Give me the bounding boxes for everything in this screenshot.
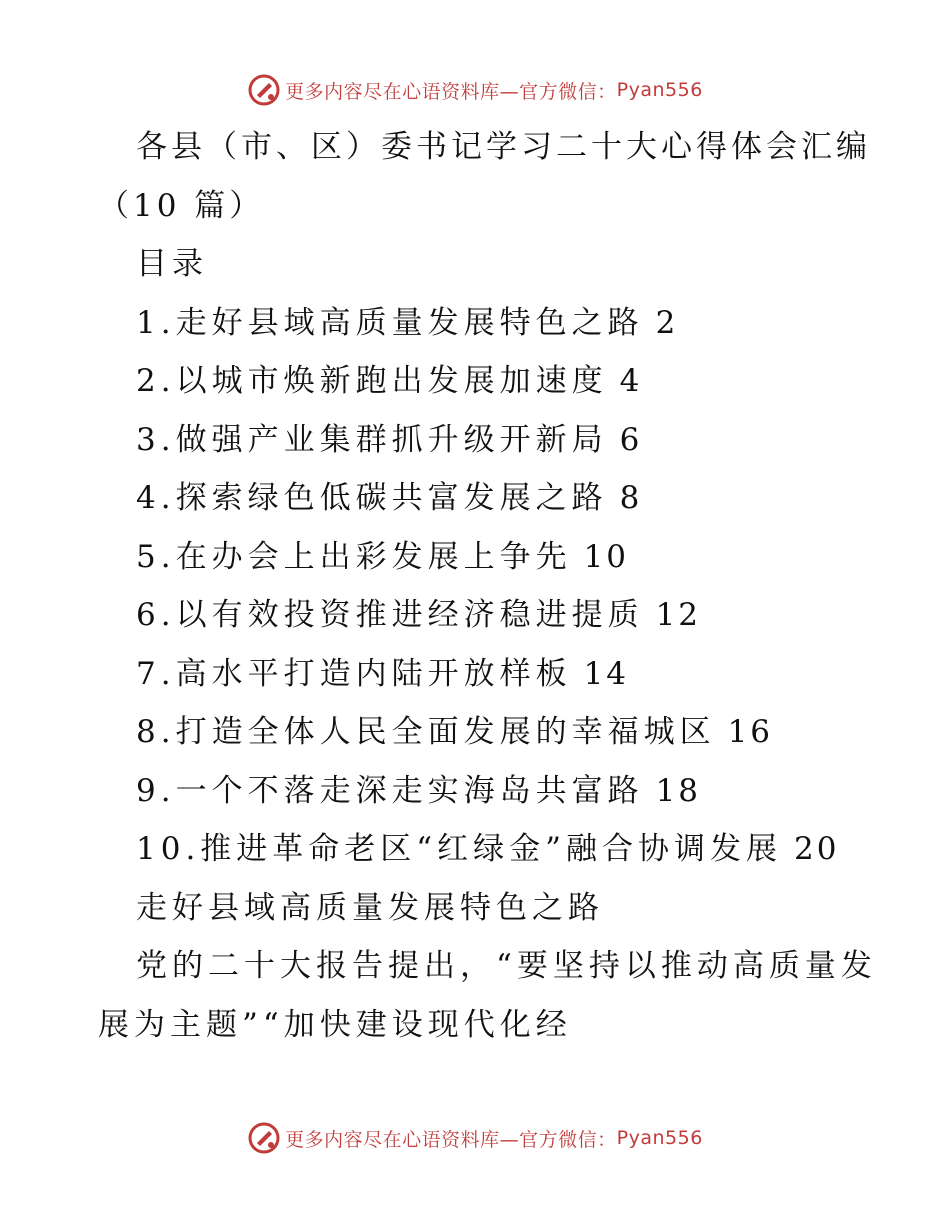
toc-item-label: 2.以城市焕新跑出发展加速度 (136, 363, 608, 399)
toc-item-page: 8 (619, 480, 643, 516)
toc-heading: 目录 (136, 246, 208, 282)
toc-item-label: 7.高水平打造内陆开放样板 (136, 655, 572, 692)
toc-item-label: 9.一个不落走深走实海岛共富路 (136, 772, 644, 809)
toc-item-page: 14 (583, 655, 630, 692)
toc-item-label: 6.以有效投资推进经济稳进提质 (136, 597, 644, 633)
toc-item-page: 2 (655, 304, 679, 341)
toc-item-page: 18 (655, 772, 702, 809)
section-heading: 走好县域高质量发展特色之路 (136, 889, 604, 926)
toc-item-label: 3.做强产业集群抓升级开新局 (136, 421, 608, 458)
toc-item-label: 10.推进革命老区“红绿金”融合协调发展 (136, 831, 782, 867)
toc-item-label: 8.打造全体人民全面发展的幸福城区 (136, 714, 716, 750)
watermark-header (0, 70, 950, 110)
seal-logo-icon (247, 73, 281, 107)
watermark-footer (0, 1118, 950, 1158)
toc-item[interactable] (98, 703, 868, 762)
body-paragraph-line: 展为主题”“加快建设现代化经 (98, 1006, 572, 1043)
toc-item-page: 16 (727, 714, 774, 750)
toc-item-page: 4 (619, 363, 643, 399)
toc-item[interactable] (98, 294, 868, 353)
seal-logo-icon (247, 1121, 281, 1155)
document-title-count: （10 篇） (98, 187, 265, 224)
watermark-wechat-id: Pyan556 (616, 79, 703, 101)
body-paragraph-line: 党的二十大报告提出，“要坚持以推动高质量发 (136, 948, 877, 984)
toc-item[interactable] (98, 528, 868, 587)
toc-item[interactable] (98, 411, 868, 470)
toc-item-page: 20 (794, 831, 840, 867)
document-body (98, 118, 877, 1054)
toc-item-label: 4.探索绿色低碳共富发展之路 (136, 480, 608, 516)
watermark-wechat-id: Pyan556 (616, 1127, 703, 1149)
toc-item-page: 6 (619, 421, 643, 458)
toc-item[interactable] (98, 586, 868, 645)
toc-item-label: 1.走好县域高质量发展特色之路 (136, 304, 644, 341)
toc-item[interactable] (98, 352, 868, 411)
toc-item[interactable] (98, 645, 868, 704)
toc-item-label: 5.在办会上出彩发展上争先 (136, 538, 572, 575)
watermark-text: 更多内容尽在心语资料库—官方微信： (285, 1128, 617, 1151)
watermark-text: 更多内容尽在心语资料库—官方微信： (285, 80, 617, 103)
toc-item[interactable] (98, 762, 868, 821)
toc-item[interactable] (98, 469, 868, 528)
table-of-contents (98, 294, 868, 879)
toc-item-page: 10 (583, 538, 630, 575)
toc-item[interactable] (98, 820, 868, 879)
document-title: 各县（市、区）委书记学习二十大心得体会汇编 (136, 129, 871, 165)
toc-item-page: 12 (655, 597, 702, 633)
